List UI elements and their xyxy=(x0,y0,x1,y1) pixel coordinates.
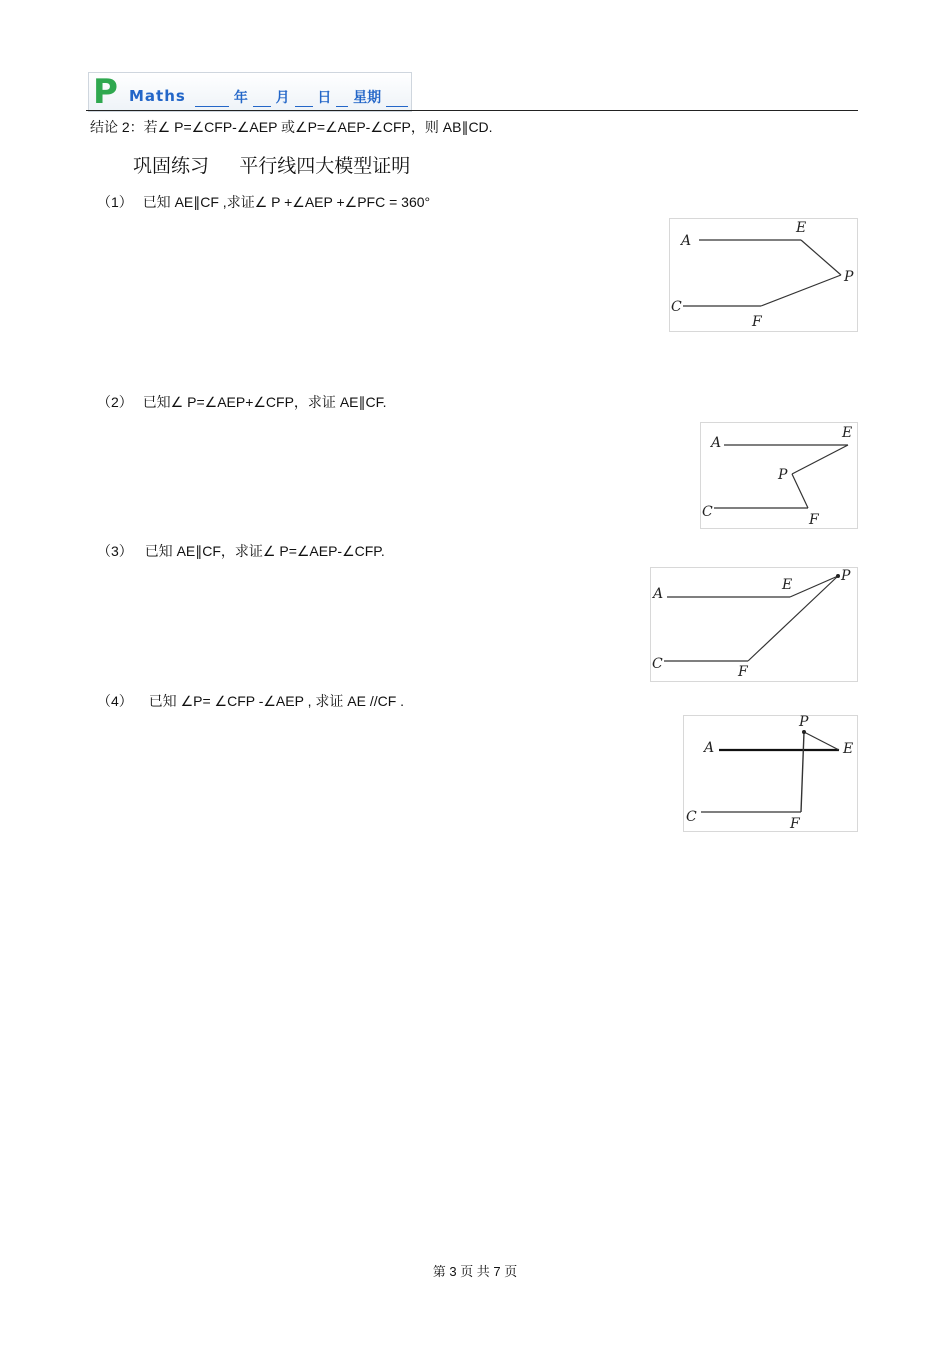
fig1-label-a: A xyxy=(681,233,692,249)
fig3-label-p: P xyxy=(841,568,851,584)
fig3-label-a: A xyxy=(653,586,664,602)
fig4-label-e: E xyxy=(843,741,854,757)
header-logo xyxy=(88,72,412,112)
fig1-label-p: P xyxy=(844,269,854,285)
fig2-label-c: C xyxy=(702,504,713,520)
problem-1-label: （1） xyxy=(97,194,133,210)
conclusion-2: 结论 2：若∠ P=∠CFP-∠AEP 或∠P=∠AEP-∠CFP，则 AB∥CD. xyxy=(90,119,493,135)
fig1-label-e: E xyxy=(796,220,807,236)
fig4-label-p: P xyxy=(799,715,809,730)
problem-3-label: （3） xyxy=(97,543,133,559)
problem-1 xyxy=(97,192,430,212)
problem-3 xyxy=(97,541,385,561)
fig4-label-a: A xyxy=(704,740,715,756)
figure-3 xyxy=(650,567,858,682)
fig2-label-e: E xyxy=(842,425,853,441)
fig4-label-c: C xyxy=(686,809,697,825)
fig2-label-p: P xyxy=(778,467,788,483)
date-line xyxy=(195,87,408,107)
problem-3-text: 已知 AE∥CF，求证∠ P=∠AEP-∠CFP. xyxy=(144,543,385,559)
date-day: 日 xyxy=(317,90,332,106)
fig3-label-e: E xyxy=(782,577,793,593)
fig3-label-f: F xyxy=(738,664,748,680)
problem-2 xyxy=(97,392,387,412)
page-footer: 第 3 页 共 7 页 xyxy=(432,1264,518,1279)
problem-1-text: 已知 AE∥CF ,求证∠ P +∠AEP +∠PFC = 360° xyxy=(142,194,431,210)
fig1-label-c: C xyxy=(671,299,682,315)
section-title: 巩固练习 平行线四大模型证明 xyxy=(133,155,411,177)
problem-2-text: 已知∠ P=∠AEP+∠CFP，求证 AE∥CF. xyxy=(142,394,387,410)
logo-letter: P xyxy=(93,72,118,112)
fig2-label-a: A xyxy=(711,435,722,451)
problem-2-label: （2） xyxy=(97,394,133,410)
date-weekday: 星期 xyxy=(353,90,382,106)
figure-4 xyxy=(683,715,858,832)
problem-4 xyxy=(97,691,404,711)
problem-4-text: 已知 ∠P= ∠CFP -∠AEP , 求证 AE //CF . xyxy=(148,693,405,709)
figure-1 xyxy=(669,218,858,332)
date-month: 月 xyxy=(275,90,290,106)
logo-word: Maths xyxy=(129,87,186,105)
date-year: 年 xyxy=(233,90,248,106)
fig2-label-f: F xyxy=(809,512,819,528)
fig1-label-f: F xyxy=(752,314,762,330)
problem-4-label: （4） xyxy=(97,693,133,709)
fig4-label-f: F xyxy=(790,816,800,832)
fig3-label-c: C xyxy=(652,656,663,672)
header-divider xyxy=(86,110,858,111)
figure-2 xyxy=(700,422,858,529)
